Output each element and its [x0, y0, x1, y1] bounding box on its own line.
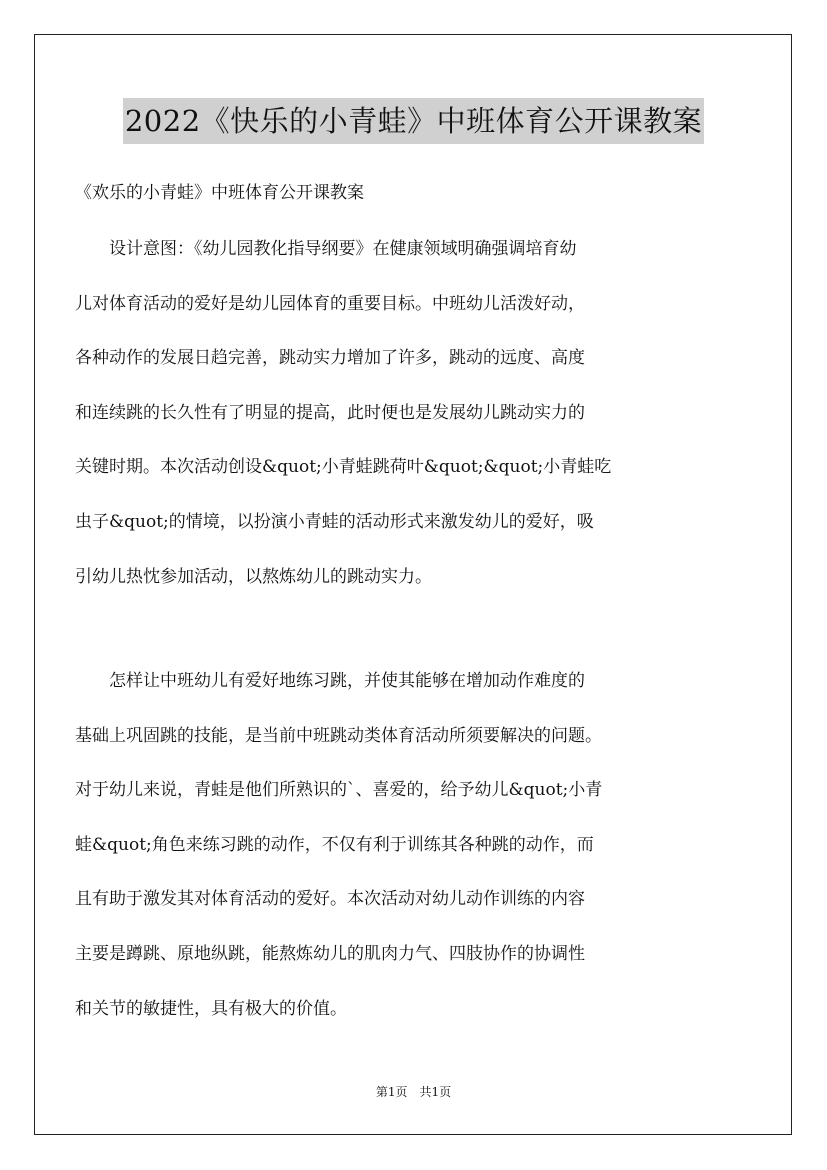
paragraph-line: 设计意图：《幼儿园教化指导纲要》在健康领域明确强调培育幼: [75, 239, 577, 259]
title-container: [0, 98, 827, 144]
page-number-footer: 第1页 共1页: [375, 1085, 452, 1099]
document-title: 2022《快乐的小青蛙》中班体育公开课教案: [123, 98, 704, 144]
paragraph-line: 虫子&quot;的情境，以扮演小青蛙的活动形式来激发幼儿的爱好，吸: [75, 511, 594, 532]
paragraph-line: 基础上巩固跳的技能，是当前中班跳动类体育活动所须要解决的问题。: [75, 725, 602, 746]
paragraph-practice-method: [75, 654, 755, 1036]
paragraph-design-intent: [75, 222, 755, 604]
document-subtitle: 《欢乐的小青蛙》中班体育公开课教案: [75, 183, 364, 203]
paragraph-line: 关键时期。本次活动创设&quot;小青蛙跳荷叶&quot;&quot;小青蛙吃: [75, 457, 612, 478]
paragraph-line: 儿对体育活动的爱好是幼儿园体育的重要目标。中班幼儿活泼好动，: [75, 293, 585, 314]
paragraph-line: 且有助于激发其对体育活动的爱好。本次活动对幼儿动作训练的内容: [75, 889, 585, 910]
paragraph-line: 和关节的敏捷性，具有极大的价值。: [75, 998, 347, 1019]
paragraph-line: 对于幼儿来说，青蛙是他们所熟识的`、喜爱的，给予幼儿&quot;小青: [75, 780, 603, 801]
paragraph-line: 怎样让中班幼儿有爱好地练习跳，并使其能够在增加动作难度的: [75, 671, 585, 691]
paragraph-line: 和连续跳的长久性有了明显的提高，此时便也是发展幼儿跳动实力的: [75, 402, 585, 423]
paragraph-line: 引幼儿热忱参加活动，以熬炼幼儿的跳动实力。: [75, 566, 432, 587]
paragraph-line: 主要是蹲跳、原地纵跳，能熬炼幼儿的肌肉力气、四肢协作的协调性: [75, 943, 585, 964]
paragraph-line: 各种动作的发展日趋完善，跳动实力增加了许多，跳动的远度、高度: [75, 348, 585, 369]
paragraph-line: 蛙&quot;角色来练习跳的动作，不仅有利于训练其各种跳的动作，而: [75, 834, 594, 855]
